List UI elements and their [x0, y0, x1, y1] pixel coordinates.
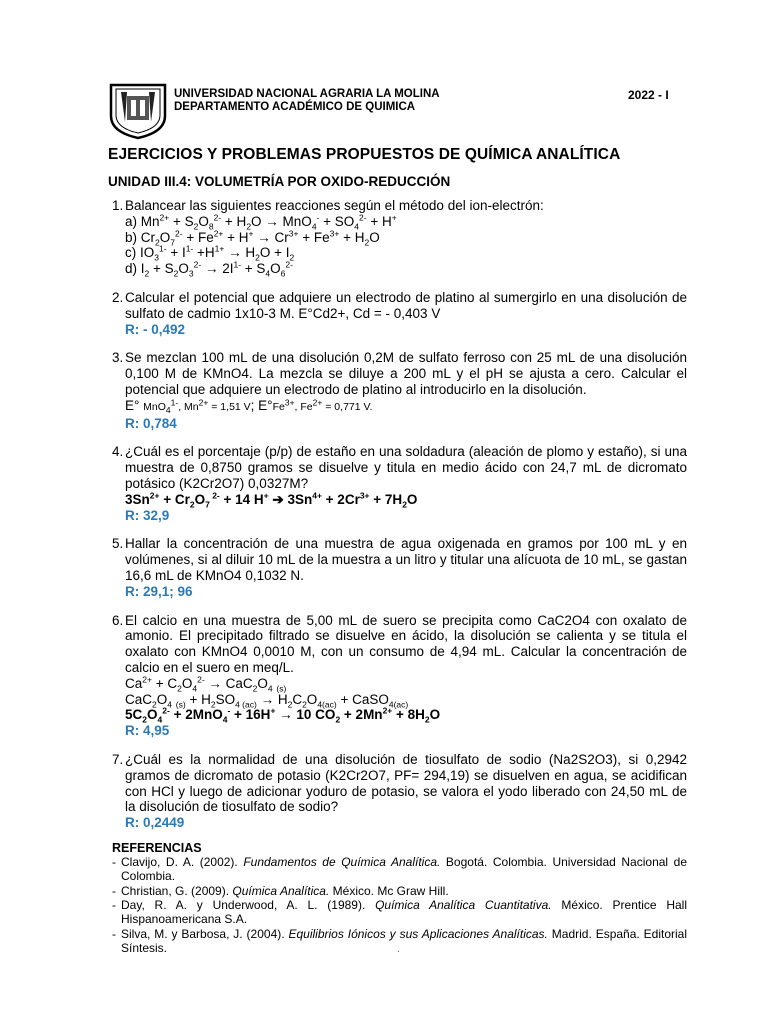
university-name: UNIVERSIDAD NACIONAL AGRARIA LA MOLINA — [174, 88, 440, 100]
reaction-equation: $3Sn^{2+} + Cr_2O_7$ $^{2-}$ + 14 H+ ➔ $3Sn^{4+} + 2Cr^{3+} + 7H_2O$ — [125, 490, 418, 510]
question-3: 3. Se mezclan 100 mL de una disolución 0,2M de sulfato ferroso con 25 mL de una disolución 0,100 M de KMnO4. La mezcla se diluye a 200 mL y el pH se ajusta a cero. Calcular el potencial que adquiere un electrodo de platino al introducirlo en la disolución. E° MnO$_4^{1-}$, $Mn^{2+} = 1,51$ V; $E^\circ Fe^{3+}$, $Fe^{2+} = 0,771$ V. R: 0,784 — [112, 350, 687, 431]
department-name: DEPARTAMENTO ACADÉMICO DE QUIMICA — [174, 101, 416, 113]
references-title: REFERENCIAS — [112, 840, 202, 855]
question-text: El calcio en una muestra de 5,00 mL de suero se precipita como CaC2O4 con oxalato de amonio. El precipitado filtrado se disuelve en ácido, la disolución se calienta y se titula el oxalato con KMnO4 0,0010 M, con un consumo de 4,94 mL. Calcular la concentración de calcio en el suero en meq/L. — [125, 612, 687, 675]
equation-b: b) $Cr_2O_7^{2-} + Fe^{2+} + H^+ \to Cr^{3+} + Fe^{3+} + H_2O$ — [125, 228, 380, 248]
reaction-1: $Ca^{2+} + C_2O_4^{2-} \to CaC_2O_4$ $_{(s)}$ — [125, 674, 287, 694]
references-section — [112, 841, 687, 955]
question-text: ¿Cuál es la normalidad de una disolución de tiosulfato de sodio (Na2S2O3), si 0,2942 gramos de dicromato de potasio (K2Cr2O7, PF= 294,19) se disuelven en agua, se acidifican con HCl y luego de adicionar yoduro de potasio, se valora el yodo liberado con 24,50 mL de la disolución de tiosulfato de sodio? — [125, 751, 687, 815]
question-text: Calcular el potencial que adquiere un electrodo de platino al sumergirlo en una disolución de sulfato de cadmio 1x10-3 M. E°Cd2+, Cd = - 0,403 V — [125, 289, 687, 321]
reference-item: - Silva, M. y Barbosa, J. (2004). Equilibrios Iónicos y sus Aplicaciones Analíticas. Madrid. España. Editorial Síntesis. — [112, 926, 687, 955]
reaction-2: $CaC_2O_4$ $_{(s)} + H_2SO_{4 (ac)} \to H_2C_2O_{4(ac)}$ + CaSO$_{4(ac)}$ — [125, 691, 409, 710]
question-text: Balancear las siguientes reacciones según el método del ion-electrón: — [125, 198, 544, 213]
answer: R: 29,1; 96 — [125, 583, 193, 599]
question-4: 4. ¿Cuál es el porcentaje (p/p) de estaño en una soldadura (aleación de plomo y estaño), si una muestra de 0,8750 gramos se disuelve y titula en medio ácido con 24,7 mL de dicromato potásico (K2Cr2O7) 0,0327M? $3Sn^{2+} + Cr_2O_7$ $^{2-}$ + 14 H+ ➔ $3Sn^{4+} + 2Cr^{3+} + 7H_2O$ R: 32,9 — [112, 444, 687, 523]
reference-item: - Christian, G. (2009). Química Analítica. México. Mc Graw Hill. — [112, 883, 449, 898]
reaction-3: $5C_2O_4^{2-} + 2MnO_4^- + 16H^+ \to 10$ $CO_2 + 2Mn^{2+} + 8H_2O$ — [125, 705, 441, 725]
footer-mark: . — [397, 944, 400, 955]
question-text: Se mezclan 100 mL de una disolución 0,2M de sulfato ferroso con 25 mL de una disolución 0,100 M de KMnO4. La mezcla se diluye a 200 mL y el pH se ajusta a cero. Calcular el potencial que adquiere un electrodo de platino al introducirlo en la disolución. — [125, 350, 687, 397]
questions-list — [112, 198, 687, 955]
question-text: Hallar la concentración de una muestra de agua oxigenada en gramos por 100 mL y en volúmenes, si al diluir 10 mL de la muestra a un litro y titular una alícuota de 10 mL, se gastan 16,6 mL de KMnO4 0,1032 N. — [125, 536, 687, 583]
question-number: 1. — [112, 198, 124, 213]
question-7: 7. ¿Cuál es la normalidad de una disolución de tiosulfato de sodio (Na2S2O3), si 0,2942 gramos de dicromato de potasio (K2Cr2O7, PF= 294,19) se disuelven en agua, se acidifican con HCl y luego de adicionar yoduro de potasio, se valora el yodo liberado con 24,50 mL de la disolución de tiosulfato de sodio? R: 0,2449 — [112, 751, 687, 831]
question-text: ¿Cuál es el porcentaje (p/p) de estaño en una soldadura (aleación de plomo y estaño), si una muestra de 0,8750 gramos se disuelve y titula en medio ácido con 24,7 mL de dicromato potásico (K2Cr2O7) 0,0327M? — [125, 444, 687, 491]
equation-d: d) $I_2 + S_2O_3^{2-} \to 2I^{1-} + S_4O_6^{2-}$ — [125, 259, 293, 279]
equation-a: a) $Mn^{2+} + S_2O_8^{2-} + H_2O \to MnO_4^- + SO_4^{2-} + H^+$ — [125, 212, 397, 232]
answer: R: - 0,492 — [125, 321, 186, 337]
question-2: 2. Calcular el potencial que adquiere un electrodo de platino al sumergirlo en una disolución de sulfato de cadmio 1x10-3 M. E°Cd2+, Cd = - 0,403 V R: - 0,492 — [112, 289, 687, 337]
university-seal-icon — [107, 82, 169, 140]
question-5: 5. Hallar la concentración de una muestra de agua oxigenada en gramos por 100 mL y en volúmenes, si al diluir 10 mL de la muestra a un litro y titular una alícuota de 10 mL, se gastan 16,6 mL de KMnO4 0,1032 N. R: 29,1; 96 — [112, 536, 687, 599]
answer: R: 0,2449 — [125, 815, 185, 831]
reference-item: - Day, R. A. y Underwood, A. L. (1989). Química Analítica Cuantitativa. México. Prentice Hall Hispanoamericana S.A. — [112, 898, 687, 927]
answer: R: 0,784 — [125, 415, 177, 431]
question-6: 6. El calcio en una muestra de 5,00 mL de suero se precipita como CaC2O4 con oxalato de amonio. El precipitado filtrado se disuelve en ácido, la disolución se calienta y se titula el oxalato con KMnO4 0,0010 M, con un consumo de 4,94 mL. Calcular la concentración de calcio en el suero en meq/L. $Ca^{2+} + C_2O_4^{2-} \to CaC_2O_4$ $_{(s)}$ $CaC_2O_4$ $_{(s)} + H_2SO_{4 (ac)} \to H_2C_2O_{4(ac)}$ + CaSO$_{4(ac)}$ $5C_2O_4^{2-} + 2MnO_4^- + 16H^+ \to 10$ $CO_2 + 2Mn^{2+} + 8H_2O$ R: 4,95 — [112, 612, 687, 739]
page-title: EJERCICIOS Y PROBLEMAS PROPUESTOS DE QUÍMICA ANALÍTICA — [108, 146, 621, 163]
institution-header — [174, 88, 440, 114]
reference-item: - Clavijo, D. A. (2002). Fundamentos de Química Analítica. Bogotá. Colombia. Universidad Nacional de Colombia. — [112, 855, 687, 884]
standard-potentials: E° MnO$_4^{1-}$, $Mn^{2+} = 1,51$ V; $E^\circ Fe^{3+}$, $Fe^{2+} = 0,771$ V. — [125, 397, 373, 415]
academic-term: 2022 - I — [628, 88, 669, 102]
equation-c: c) $IO_3^{1-} + I^{1-} +H^{1+} \to H_2O + I_2$ — [125, 243, 295, 264]
answer: R: 4,95 — [125, 723, 170, 739]
question-1 — [112, 198, 687, 277]
answer: R: 32,9 — [125, 507, 170, 523]
unit-title: UNIDAD III.4: VOLUMETRÍA POR OXIDO-REDUCCIÓN — [108, 174, 451, 189]
